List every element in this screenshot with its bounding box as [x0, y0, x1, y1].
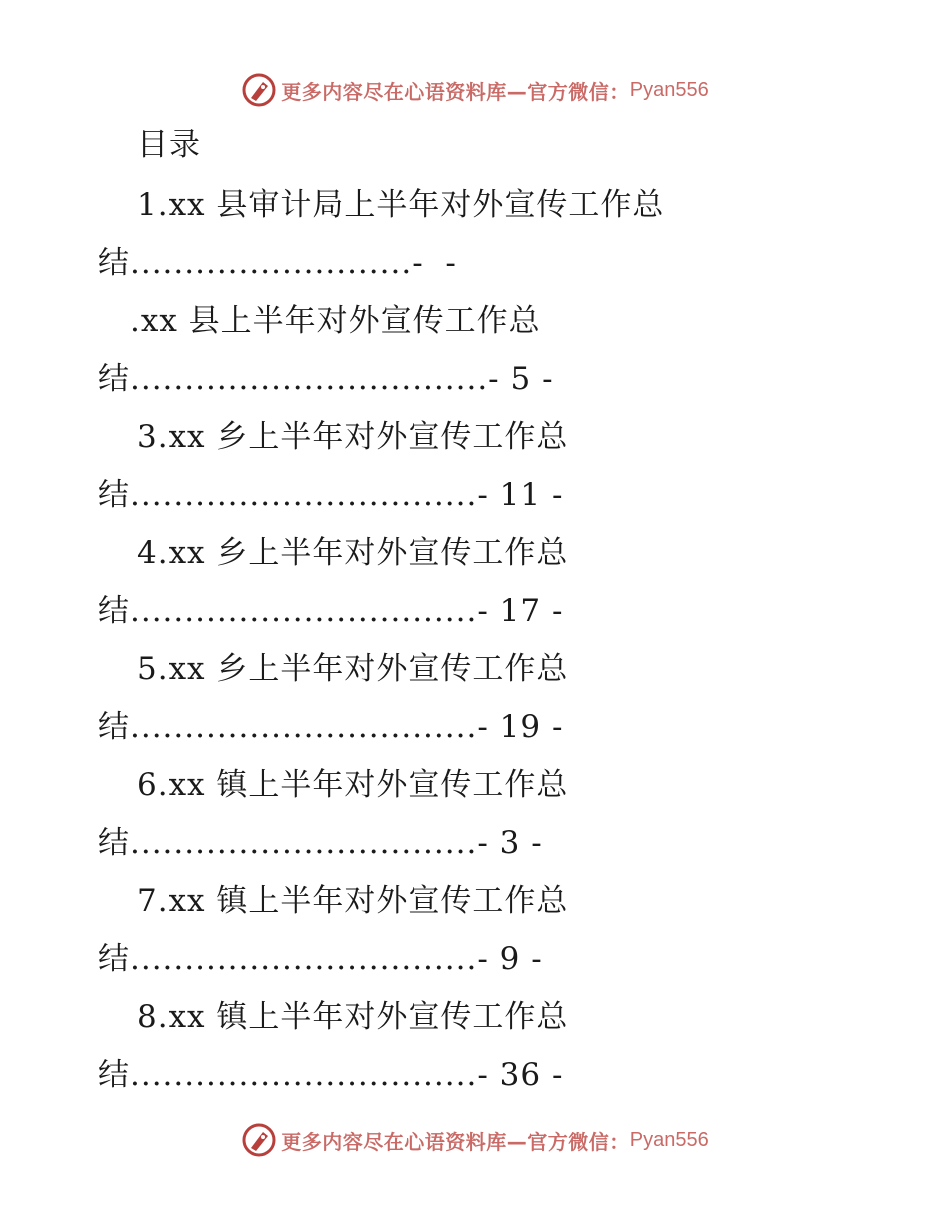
- toc-entry-title: 8.xx 镇上半年对外宣传工作总: [137, 999, 569, 1035]
- header-wechat-id: Pyan556: [629, 78, 709, 101]
- footer-wechat-id: Pyan556: [629, 1128, 709, 1151]
- toc-entry-title: 7.xx 镇上半年对外宣传工作总: [137, 883, 569, 919]
- toc-entry-title: 4.xx 乡上半年对外宣传工作总: [137, 535, 569, 571]
- toc-entry-leader: 结................................- 19 -: [98, 709, 564, 745]
- toc-entry-leader: 结................................- 17 -: [98, 593, 564, 629]
- footer-banner: [0, 1120, 950, 1160]
- pen-nib-logo-icon: [241, 72, 277, 108]
- toc-entry-leader: 结..........................- -: [98, 245, 457, 281]
- toc-entry-leader: 结................................- 9 -: [98, 941, 543, 977]
- header-banner: [0, 70, 950, 110]
- toc-entry-leader: 结................................- 3 -: [98, 825, 543, 861]
- toc-entry-title: .xx 县上半年对外宣传工作总: [130, 303, 541, 339]
- toc-entry-title: 5.xx 乡上半年对外宣传工作总: [137, 651, 569, 687]
- toc-entry-title: 1.xx 县审计局上半年对外宣传工作总: [137, 187, 665, 223]
- header-banner-text: 更多内容尽在心语资料库—官方微信：: [281, 79, 630, 104]
- toc-entry-leader: 结................................- 11 -: [98, 477, 564, 513]
- toc-title: 目录: [137, 127, 201, 163]
- toc-entry-leader: 结.................................- 5 -: [98, 361, 554, 397]
- toc-entry-title: 6.xx 镇上半年对外宣传工作总: [137, 767, 569, 803]
- pen-nib-logo-icon: [241, 1122, 277, 1158]
- toc-entry-leader: 结................................- 36 -: [98, 1057, 564, 1093]
- footer-banner-text: 更多内容尽在心语资料库—官方微信：: [281, 1129, 630, 1154]
- toc-entry-title: 3.xx 乡上半年对外宣传工作总: [137, 419, 569, 455]
